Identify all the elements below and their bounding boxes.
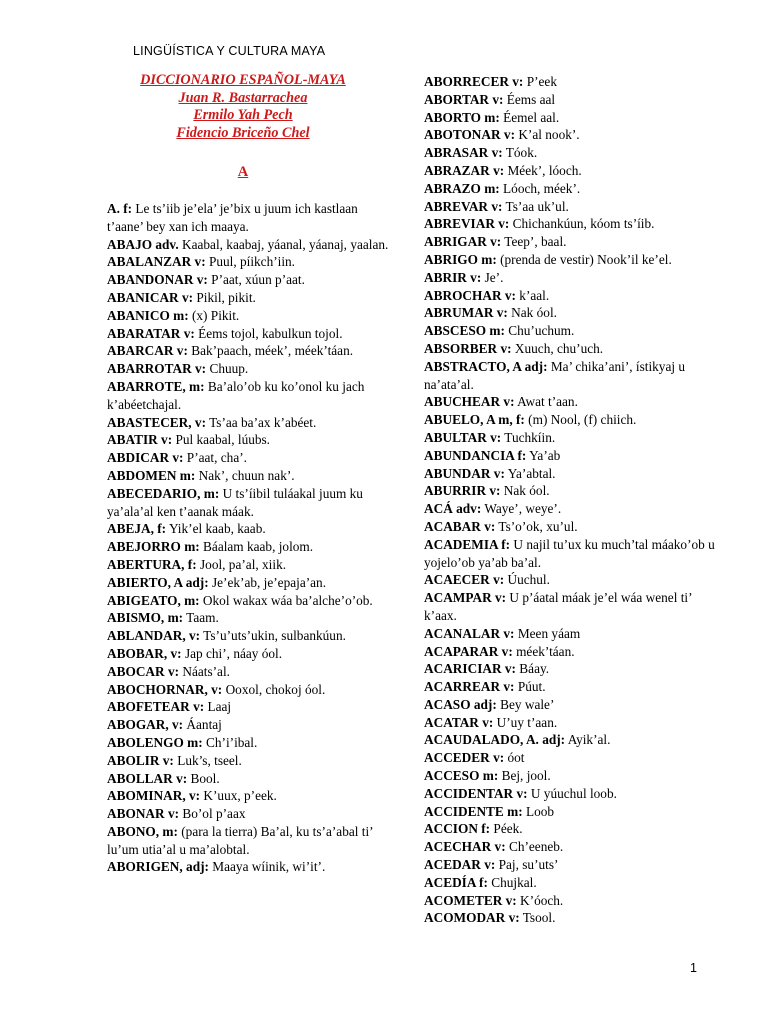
dictionary-entry — [424, 144, 719, 162]
entry-definition: Waye’, weye’. — [481, 501, 562, 517]
entry-headword: ABREVAR v: — [424, 198, 503, 214]
entry-definition: Bo’ol p’aax — [179, 806, 246, 822]
entry-headword: ABONAR v: — [107, 806, 180, 822]
entry-headword: ACEDÍA f: — [424, 874, 488, 890]
dictionary-entry — [107, 787, 397, 805]
dictionary-entry — [424, 838, 719, 856]
entry-definition: Awat t’aan. — [514, 394, 578, 410]
entry-definition: Chichankúun, kóom ts’íib. — [509, 216, 655, 232]
entry-definition: U ts’íibil tuláakal juum ku ya’ala’al ken t’aanak máak. — [107, 485, 363, 519]
entry-definition: Jool, pa’al, xiik. — [196, 556, 287, 572]
entry-definition: Ch’eeneb. — [505, 839, 564, 855]
entry-headword: ABDOMEN m: — [107, 467, 196, 483]
entry-definition: Chujkal. — [487, 874, 537, 890]
dictionary-entry — [107, 200, 397, 236]
entry-headword: ABORIGEN, adj: — [107, 859, 209, 875]
entry-headword: ABOBAR, v: — [107, 645, 182, 661]
dictionary-entry — [424, 500, 719, 518]
dictionary-entry — [107, 823, 397, 859]
dictionary-entry — [107, 342, 397, 360]
dictionary-entry — [424, 731, 719, 749]
entry-headword: ABRIGO m: — [424, 251, 497, 267]
dictionary-title-block — [108, 72, 378, 142]
entry-headword: ABOCAR v: — [107, 663, 180, 679]
dictionary-entry — [424, 625, 719, 643]
entry-headword: ABORTO m: — [424, 109, 500, 125]
dictionary-entry — [107, 236, 397, 254]
entry-headword: ABLANDAR, v: — [107, 628, 201, 644]
entry-definition: méek’táan. — [512, 643, 575, 659]
dictionary-entry — [424, 785, 719, 803]
dictionary-entry — [424, 482, 719, 500]
dictionary-entry — [107, 681, 397, 699]
entry-definition: Éemel aal. — [499, 109, 560, 125]
entry-headword: ABOGAR, v: — [107, 717, 184, 733]
dictionary-entry — [424, 518, 719, 536]
entry-headword: ABRIGAR v: — [424, 234, 502, 250]
entry-headword: ABOCHORNAR, v: — [107, 681, 223, 697]
entry-headword: A. f: — [107, 201, 133, 216]
entry-headword: ABORRECER v: — [424, 74, 524, 89]
entry-definition: K’óoch. — [516, 892, 564, 908]
entry-definition: Ma’ chika’ani’, ístikyaj u na’ata’al. — [424, 358, 686, 392]
entry-headword: ABORTAR v: — [424, 91, 504, 107]
entry-headword: ACAMPAR v: — [424, 590, 507, 606]
dictionary-entry — [424, 803, 719, 821]
dictionary-entry — [107, 431, 397, 449]
entry-headword: ABUCHEAR v: — [424, 394, 515, 410]
dictionary-entry — [424, 767, 719, 785]
entry-headword: ACÁ adv: — [424, 501, 482, 517]
entry-headword: ABANICO m: — [107, 307, 189, 323]
dictionary-entry — [424, 304, 719, 322]
entry-definition: Lóoch, méek’. — [499, 180, 581, 196]
entry-definition: P’eek — [523, 74, 557, 89]
entry-definition: (prenda de vestir) Nook’il ke’el. — [496, 251, 672, 267]
entry-headword: ACAUDALADO, A. adj: — [424, 732, 566, 748]
entry-definition: Bey wale’ — [496, 696, 555, 712]
entry-definition: (m) Nool, (f) chiich. — [524, 412, 637, 428]
entry-definition: Maaya wíinik, wi’it’. — [208, 859, 326, 875]
dictionary-entry — [424, 589, 719, 625]
entry-headword: ACEDAR v: — [424, 857, 496, 873]
dictionary-entry — [424, 856, 719, 874]
entry-headword: ACCIDENTAR v: — [424, 785, 528, 801]
dictionary-entry — [424, 820, 719, 838]
entry-headword: ACADEMIA f: — [424, 536, 511, 552]
dictionary-entry — [107, 485, 397, 521]
entry-headword: ABUELO, A m, f: — [424, 412, 525, 428]
entry-headword: ACCIDENTE m: — [424, 803, 523, 819]
entry-headword: ABOLENGO m: — [107, 734, 203, 750]
dictionary-entry — [107, 289, 397, 307]
dictionary-entry — [107, 253, 397, 271]
entry-headword: ABANICAR v: — [107, 289, 194, 305]
dictionary-entry — [424, 126, 719, 144]
entry-definition: Áantaj — [183, 717, 222, 733]
dictionary-entry — [107, 414, 397, 432]
entry-headword: ACECHAR v: — [424, 839, 506, 855]
entry-headword: ABATIR v: — [107, 432, 173, 448]
entry-definition: k’aal. — [515, 287, 550, 303]
entry-headword: ACANALAR v: — [424, 625, 515, 641]
dictionary-entry — [424, 358, 719, 394]
dictionary-entry — [424, 696, 719, 714]
entry-definition: Chu’uchum. — [504, 323, 575, 339]
dictionary-entry — [424, 643, 719, 661]
dictionary-entry — [424, 109, 719, 127]
running-header: LINGÜÍSTICA Y CULTURA MAYA — [133, 44, 326, 58]
dictionary-entry — [107, 449, 397, 467]
entry-definition: Nak óol. — [507, 305, 557, 321]
dictionary-entry — [107, 805, 397, 823]
entry-definition: Luk’s, tseel. — [173, 752, 242, 768]
dictionary-entry — [424, 571, 719, 589]
entry-definition: Ayik’al. — [565, 732, 611, 748]
dictionary-entry — [424, 91, 719, 109]
dictionary-entry — [424, 233, 719, 251]
entry-definition: Ts’aa uk’ul. — [502, 198, 569, 214]
page-number: 1 — [690, 961, 697, 975]
entry-headword: ABIERTO, A adj: — [107, 574, 209, 590]
entry-headword: ACCEDER v: — [424, 750, 505, 766]
entry-definition: Ya’abtal. — [504, 465, 556, 481]
entry-definition: P’aat, xúun p’aat. — [207, 272, 305, 288]
dictionary-entry — [424, 536, 719, 572]
dictionary-entry — [107, 538, 397, 556]
entry-headword: ACABAR v: — [424, 518, 496, 534]
entry-headword: ACASO adj: — [424, 696, 497, 712]
entry-headword: ABARROTAR v: — [107, 361, 207, 377]
entry-headword: ABOLIR v: — [107, 752, 174, 768]
entry-definition: Nak’, chuun nak’. — [195, 467, 295, 483]
entry-headword: ABARROTE, m: — [107, 378, 205, 394]
dictionary-entry — [107, 271, 397, 289]
dictionary-entry — [424, 714, 719, 732]
entry-headword: ABURRIR v: — [424, 483, 501, 499]
dictionary-entry — [424, 215, 719, 233]
entry-headword: ABERTURA, f: — [107, 556, 197, 572]
dictionary-entry — [107, 592, 397, 610]
author-2: Ermilo Yah Pech — [193, 107, 293, 124]
entry-headword: ABSORBER v: — [424, 340, 512, 356]
entry-definition: Méek’, lóoch. — [504, 162, 582, 178]
entry-headword: ABRIR v: — [424, 269, 482, 285]
entry-headword: ABDICAR v: — [107, 450, 184, 466]
entry-headword: ACCION f: — [424, 821, 491, 837]
entry-definition: Náats’al. — [179, 663, 230, 679]
dictionary-entry — [107, 663, 397, 681]
entry-headword: ACARREAR v: — [424, 679, 515, 695]
entry-headword: ACOMETER v: — [424, 892, 517, 908]
entry-headword: ABANDONAR v: — [107, 272, 208, 288]
entry-definition: Nak óol. — [500, 483, 550, 499]
dictionary-entry — [424, 660, 719, 678]
entry-definition: Ba’alo’ob ku ko’onol ku jach k’abéetchajal. — [107, 378, 365, 412]
entry-headword: ABEJA, f: — [107, 521, 167, 537]
entry-definition: Taam. — [183, 610, 219, 626]
entry-headword: ACAPARAR v: — [424, 643, 513, 659]
entry-headword: ABISMO, m: — [107, 610, 184, 626]
dictionary-entry — [107, 609, 397, 627]
entry-definition: Xuuch, chu’uch. — [511, 340, 604, 356]
dictionary-entry — [107, 378, 397, 414]
entry-headword: ABRAZAR v: — [424, 162, 505, 178]
entry-headword: ACAECER v: — [424, 572, 505, 588]
entry-headword: ACCESO m: — [424, 768, 499, 784]
entry-headword: ABONO, m: — [107, 823, 178, 839]
entry-headword: ABALANZAR v: — [107, 254, 206, 270]
entry-headword: ABEJORRO m: — [107, 539, 200, 555]
entry-definition: Chuup. — [206, 361, 249, 377]
entry-definition: óot — [504, 750, 525, 766]
entry-headword: ABOLLAR v: — [107, 770, 188, 786]
dictionary-entry — [107, 627, 397, 645]
author-3: Fidencio Briceño Chel — [176, 124, 310, 141]
entry-definition: U’uy t’aan. — [493, 714, 558, 730]
entry-definition: Úuchul. — [504, 572, 550, 588]
entry-definition: Pul kaabal, lúubs. — [172, 432, 271, 448]
dictionary-entry — [424, 411, 719, 429]
entry-headword: ABREVIAR v: — [424, 216, 510, 232]
dictionary-entry — [107, 752, 397, 770]
dictionary-entry — [107, 325, 397, 343]
entry-headword: ACATAR v: — [424, 714, 494, 730]
entry-definition: Bej, jool. — [498, 768, 551, 784]
entry-headword: ABSCESO m: — [424, 323, 505, 339]
dictionary-entry — [107, 574, 397, 592]
entry-definition: Éems tojol, kabulkun tojol. — [194, 325, 343, 341]
entry-definition: U yúuchul loob. — [527, 785, 617, 801]
dictionary-entry — [424, 198, 719, 216]
entry-headword: ABULTAR v: — [424, 429, 502, 445]
entry-headword: ACOMODAR v: — [424, 910, 520, 926]
dictionary-entry — [107, 520, 397, 538]
dictionary-entry — [107, 770, 397, 788]
entry-definition: Le ts’iib je’ela’ je’bix u juum ich kastlaan t’aane’ bey xan ich maaya. — [107, 201, 358, 234]
entry-definition: Yik’el kaab, kaab. — [166, 521, 266, 537]
dictionary-entry — [424, 465, 719, 483]
entry-headword: ABECEDARIO, m: — [107, 485, 220, 501]
entry-definition: Teep’, baal. — [501, 234, 567, 250]
entry-definition: Éems aal — [503, 91, 556, 107]
entry-definition: Tsool. — [519, 910, 556, 926]
right-column — [424, 73, 719, 927]
entry-definition: (para la tierra) Ba’al, ku ts’a’abal ti’ lu’um utia’al u ma’alobtal. — [107, 823, 373, 857]
entry-definition: Báay. — [515, 661, 550, 677]
entry-definition: Pikil, pikit. — [193, 289, 256, 305]
entry-definition: Kaabal, kaabaj, yáanal, yáanaj, yaalan. — [178, 236, 389, 252]
dictionary-entry — [424, 269, 719, 287]
entry-definition: K’al nook’. — [515, 127, 580, 143]
entry-definition: Laaj — [204, 699, 232, 715]
entry-headword: ABARCAR v: — [107, 343, 188, 359]
entry-definition: Meen yáam — [514, 625, 581, 641]
entry-definition: Ts’u’uts’ukin, sulbankúun. — [200, 628, 346, 644]
dictionary-entry — [424, 874, 719, 892]
entry-headword: ABIGEATO, m: — [107, 592, 200, 608]
dictionary-entry — [424, 909, 719, 927]
entry-definition: Ya’ab — [526, 447, 561, 463]
entry-headword: ABROCHAR v: — [424, 287, 516, 303]
dictionary-entry — [107, 734, 397, 752]
entry-headword: ABRUMAR v: — [424, 305, 508, 321]
dictionary-entry — [424, 678, 719, 696]
entry-definition: Ts’aa ba’ax k’abéet. — [206, 414, 317, 430]
dictionary-entry — [107, 556, 397, 574]
dictionary-entry — [107, 698, 397, 716]
entry-definition: Jap chi’, náay óol. — [181, 645, 283, 661]
entry-definition: Péek. — [490, 821, 523, 837]
dictionary-entry — [107, 360, 397, 378]
entry-headword: ABARATAR v: — [107, 325, 195, 341]
dictionary-entry — [107, 858, 397, 876]
dictionary-entry — [107, 467, 397, 485]
section-letter-heading: A — [237, 164, 249, 180]
entry-definition: Bool. — [187, 770, 220, 786]
entry-headword: ABAJO adv. — [107, 236, 179, 252]
entry-definition: Okol wakax wáa ba’alche’o’ob. — [199, 592, 373, 608]
entry-headword: ABRASAR v: — [424, 145, 503, 161]
entry-definition: Ooxol, chokoj óol. — [222, 681, 326, 697]
dictionary-entry — [424, 892, 719, 910]
entry-definition: U p’áatal máak je’el wáa wenel ti’ k’aax. — [424, 590, 692, 623]
dictionary-entry — [424, 180, 719, 198]
dictionary-entry — [107, 645, 397, 663]
dictionary-entry — [424, 287, 719, 305]
entry-definition: K’uux, p’eek. — [200, 788, 277, 804]
dictionary-entry — [424, 340, 719, 358]
entry-definition: Je’ek’ab, je’epaja’an. — [208, 574, 327, 590]
entry-headword: ABUNDANCIA f: — [424, 447, 527, 463]
dictionary-entry — [424, 162, 719, 180]
entry-definition: (x) Pikit. — [188, 307, 240, 323]
entry-definition: Ts’o’ok, xu’ul. — [495, 518, 578, 534]
dictionary-title: DICCIONARIO ESPAÑOL-MAYA — [140, 72, 346, 88]
entry-headword: ABOMINAR, v: — [107, 788, 201, 804]
left-column — [107, 200, 397, 876]
dictionary-entry — [424, 251, 719, 269]
entry-headword: ABSTRACTO, A adj: — [424, 358, 548, 374]
entry-definition: Tuchkíin. — [501, 429, 556, 445]
entry-definition: Báalam kaab, jolom. — [199, 539, 314, 555]
entry-headword: ABUNDAR v: — [424, 465, 505, 481]
author-1: Juan R. Bastarrachea — [178, 89, 308, 106]
entry-definition: Je’. — [481, 269, 504, 285]
entry-definition: Púut. — [514, 679, 546, 695]
dictionary-entry — [424, 429, 719, 447]
entry-definition: Loob — [522, 803, 555, 819]
entry-headword: ABOTONAR v: — [424, 127, 515, 143]
entry-headword: ABOFETEAR v: — [107, 699, 205, 715]
entry-definition: U najil tu’ux ku much’tal máako’ob u yojelo’ob ya’ab ba’al. — [424, 536, 715, 570]
entry-definition: P’aat, cha’. — [183, 450, 247, 466]
entry-definition: Tóok. — [502, 145, 538, 161]
dictionary-entry — [424, 73, 719, 91]
dictionary-entry — [424, 393, 719, 411]
dictionary-entry — [424, 749, 719, 767]
entry-definition: Puul, píikch’iin. — [205, 254, 296, 270]
dictionary-entry — [107, 307, 397, 325]
entry-headword: ACARICIAR v: — [424, 661, 516, 677]
entry-headword: ABRAZO m: — [424, 180, 500, 196]
entry-definition: Paj, su’uts’ — [495, 857, 559, 873]
dictionary-entry — [424, 322, 719, 340]
dictionary-entry — [424, 447, 719, 465]
entry-definition: Bak’paach, méek’, méek’táan. — [187, 343, 354, 359]
entry-definition: Ch’i’ibal. — [202, 734, 258, 750]
dictionary-entry — [107, 716, 397, 734]
entry-headword: ABASTECER, v: — [107, 414, 207, 430]
